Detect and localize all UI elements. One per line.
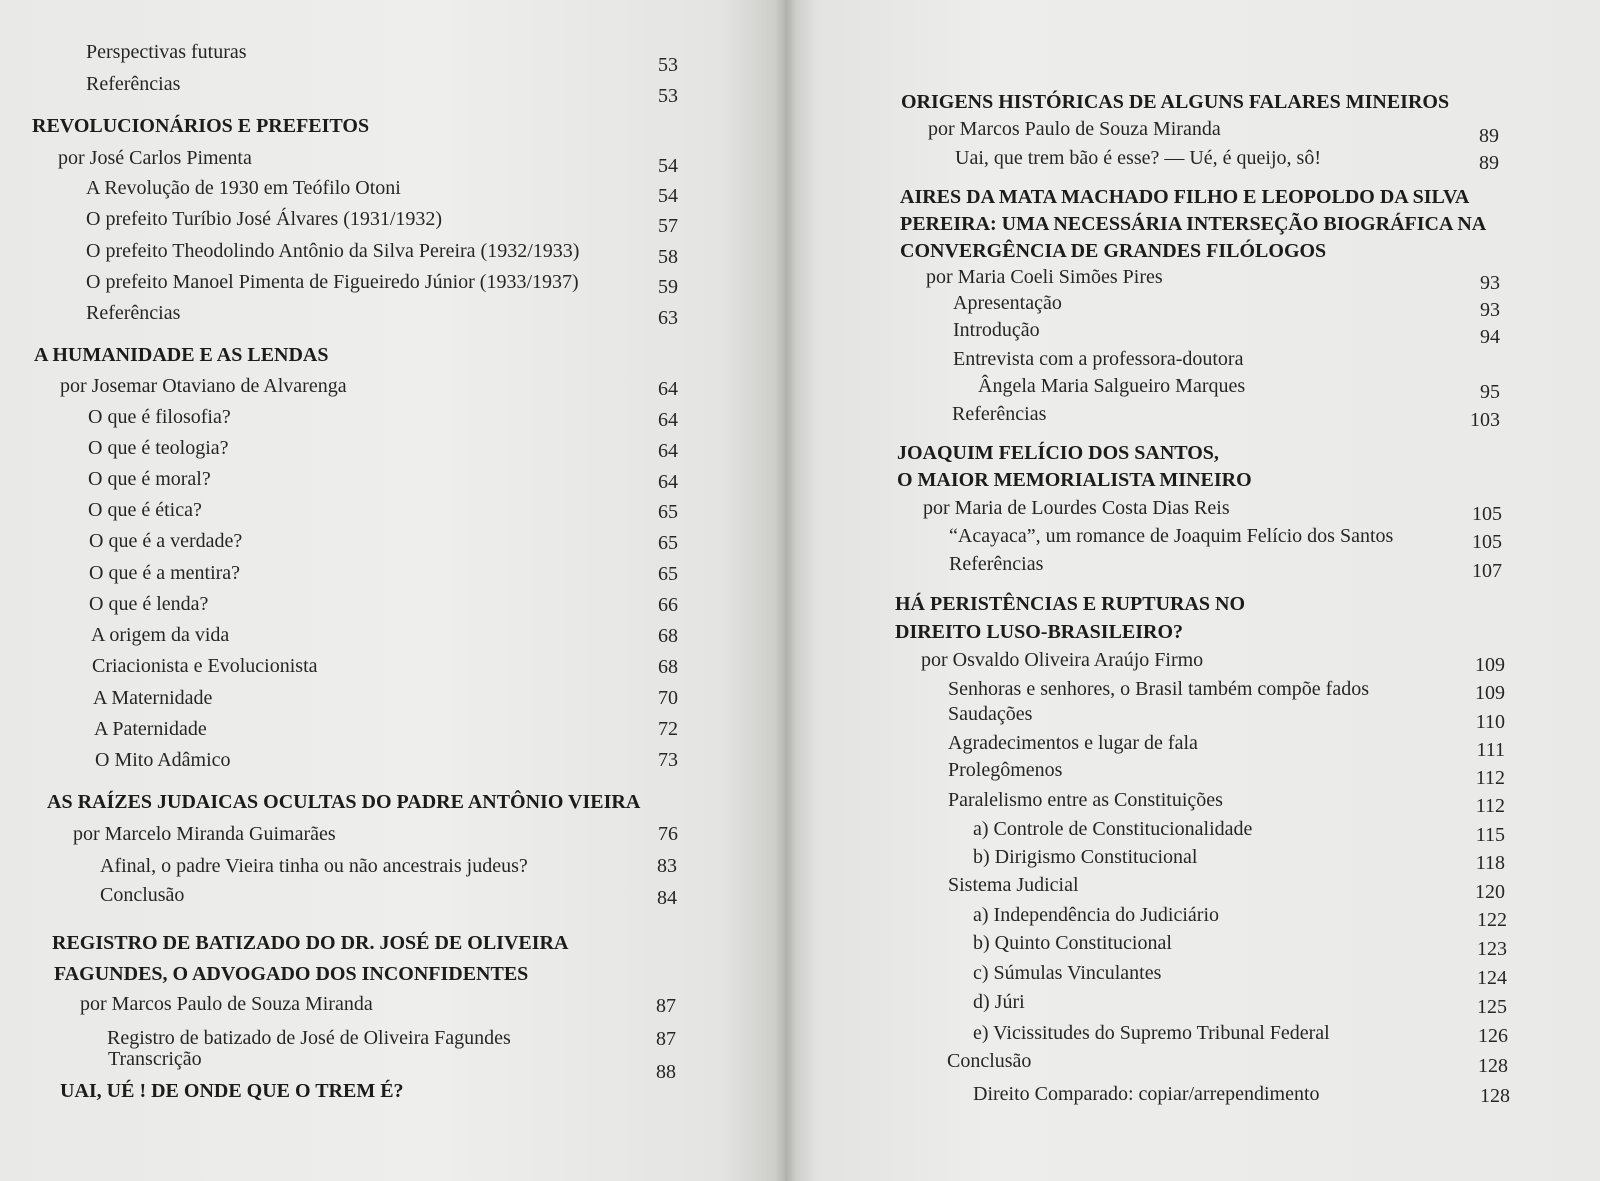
toc-entry-page: 73 xyxy=(658,749,678,771)
toc-entry-page: 65 xyxy=(658,532,678,554)
toc-entry-page: 58 xyxy=(658,246,678,268)
toc-entry-page: 57 xyxy=(658,215,678,237)
toc-entry-text: O que é moral? xyxy=(88,468,211,490)
toc-entry-page: 128 xyxy=(1480,1085,1510,1107)
toc-entry-page: 110 xyxy=(1475,711,1505,733)
toc-entry-text: a) Independência do Judiciário xyxy=(973,904,1220,926)
toc-entry-page: 83 xyxy=(657,855,677,877)
toc-entry-page: 118 xyxy=(1475,852,1505,874)
toc-entry-text: Conclusão xyxy=(100,884,185,906)
section-heading: JOAQUIM FELÍCIO DOS SANTOS, xyxy=(897,442,1219,464)
toc-author: por Marcelo Miranda Guimarães xyxy=(73,823,336,845)
toc-entry-page: 122 xyxy=(1477,909,1507,931)
toc-entry-page: 124 xyxy=(1477,967,1507,989)
toc-entry-text: Transcrição xyxy=(108,1048,202,1070)
section-heading: AIRES DA MATA MACHADO FILHO E LEOPOLDO DA SILVA xyxy=(900,186,1470,208)
toc-entry-page: 66 xyxy=(658,594,678,616)
section-heading: PEREIRA: UMA NECESSÁRIA INTERSEÇÃO BIOGRÁFICA NA xyxy=(900,213,1487,235)
toc-entry-page: 128 xyxy=(1478,1055,1508,1077)
toc-entry-text: Registro de batizado de José de Oliveira Fagundes xyxy=(107,1027,511,1049)
toc-entry-page: 70 xyxy=(658,687,678,709)
toc-entry-page: 87 xyxy=(656,1028,676,1050)
toc-right xyxy=(785,0,1600,1181)
toc-entry-text: Referências xyxy=(949,553,1044,575)
toc-entry-page: 93 xyxy=(1480,272,1500,294)
toc-entry-page: 89 xyxy=(1479,152,1499,174)
toc-entry-text: O prefeito Turíbio José Álvares (1931/1932) xyxy=(86,208,443,230)
toc-entry-text: c) Súmulas Vinculantes xyxy=(973,962,1162,984)
toc-entry-text: a) Controle de Constitucionalidade xyxy=(973,818,1253,840)
toc-entry-text: Uai, que trem bão é esse? — Ué, é queijo, sô! xyxy=(955,147,1321,169)
toc-entry-text: Saudações xyxy=(948,703,1033,725)
toc-entry-text: O Mito Adâmico xyxy=(95,749,231,771)
section-heading: UAI, UÉ ! DE ONDE QUE O TREM É? xyxy=(60,1080,404,1102)
toc-entry-page: 123 xyxy=(1477,938,1507,960)
toc-entry-page: 63 xyxy=(658,307,678,329)
toc-entry-page: 115 xyxy=(1475,824,1505,846)
toc-entry-page: 59 xyxy=(658,276,678,298)
toc-entry-text: A Maternidade xyxy=(93,687,213,709)
toc-entry-page: 112 xyxy=(1475,767,1505,789)
toc-entry-page: 103 xyxy=(1470,409,1500,431)
toc-left xyxy=(0,0,785,1181)
toc-entry-page: 54 xyxy=(658,155,678,177)
section-heading: ORIGENS HISTÓRICAS DE ALGUNS FALARES MINEIROS xyxy=(901,91,1450,113)
toc-entry-page: 93 xyxy=(1480,299,1500,321)
section-heading: REGISTRO DE BATIZADO DO DR. JOSÉ DE OLIVEIRA xyxy=(52,932,569,954)
book-gutter xyxy=(775,0,797,1181)
toc-entry-text: Criacionista e Evolucionista xyxy=(92,655,318,677)
toc-entry-page: 68 xyxy=(658,656,678,678)
toc-entry-text: Referências xyxy=(86,302,181,324)
toc-entry-text: O prefeito Theodolindo Antônio da Silva Pereira (1932/1933) xyxy=(86,240,580,262)
toc-author: por Marcos Paulo de Souza Miranda xyxy=(928,118,1221,140)
toc-entry-page: 120 xyxy=(1475,881,1505,903)
toc-entry-page: 105 xyxy=(1472,531,1502,553)
toc-entry-text: Sistema Judicial xyxy=(948,874,1079,896)
toc-entry-text: Perspectivas futuras xyxy=(86,41,247,63)
toc-entry-text: O que é a verdade? xyxy=(89,530,243,552)
toc-entry-text: Entrevista com a professora-doutora xyxy=(953,348,1244,370)
toc-entry-text: b) Dirigismo Constitucional xyxy=(973,846,1198,868)
section-heading: HÁ PERISTÊNCIAS E RUPTURAS NO xyxy=(895,593,1246,615)
toc-author: por Osvaldo Oliveira Araújo Firmo xyxy=(921,649,1204,671)
toc-entry-text: Direito Comparado: copiar/arrependimento xyxy=(973,1083,1320,1105)
toc-entry-text: A origem da vida xyxy=(91,624,230,646)
toc-entry-text: Paralelismo entre as Constituições xyxy=(948,789,1223,811)
toc-entry-page: 68 xyxy=(658,625,678,647)
toc-entry-text: Ângela Maria Salgueiro Marques xyxy=(978,375,1246,397)
toc-entry-text: Prolegômenos xyxy=(948,759,1063,781)
toc-entry-text: O que é a mentira? xyxy=(89,562,241,584)
toc-entry-page: 76 xyxy=(658,823,678,845)
toc-author: por Maria Coeli Simões Pires xyxy=(926,266,1163,288)
toc-entry-text: O que é ética? xyxy=(88,499,202,521)
toc-entry-text: O prefeito Manoel Pimenta de Figueiredo Júnior (1933/1937) xyxy=(86,271,579,293)
toc-entry-page: 89 xyxy=(1479,125,1499,147)
toc-entry-page: 64 xyxy=(658,440,678,462)
section-heading: CONVERGÊNCIA DE GRANDES FILÓLOGOS xyxy=(900,240,1327,262)
toc-author: por José Carlos Pimenta xyxy=(58,147,252,169)
toc-entry-page: 64 xyxy=(658,378,678,400)
toc-entry-text: Afinal, o padre Vieira tinha ou não ancestrais judeus? xyxy=(100,855,528,877)
toc-entry-text: Referências xyxy=(86,73,181,95)
toc-entry-page: 87 xyxy=(656,995,676,1017)
toc-entry-text: O que é lenda? xyxy=(89,593,209,615)
toc-entry-page: 54 xyxy=(658,185,678,207)
section-heading: AS RAÍZES JUDAICAS OCULTAS DO PADRE ANTÔNIO VIEIRA xyxy=(47,791,641,813)
toc-entry-page: 107 xyxy=(1472,560,1502,582)
section-heading: DIREITO LUSO-BRASILEIRO? xyxy=(895,621,1184,643)
toc-entry-page: 64 xyxy=(658,409,678,431)
toc-entry-page: 95 xyxy=(1480,381,1500,403)
toc-entry-page: 94 xyxy=(1480,326,1500,348)
toc-entry-text: “Acayaca”, um romance de Joaquim Felício dos Santos xyxy=(949,525,1394,547)
toc-entry-page: 84 xyxy=(657,887,677,909)
toc-author: por Josemar Otaviano de Alvarenga xyxy=(60,375,347,397)
toc-entry-page: 125 xyxy=(1477,996,1507,1018)
toc-entry-text: Conclusão xyxy=(947,1050,1032,1072)
toc-entry-text: A Revolução de 1930 em Teófilo Otoni xyxy=(86,177,401,199)
toc-entry-page: 53 xyxy=(658,85,678,107)
left-page xyxy=(0,0,785,1181)
toc-entry-text: e) Vicissitudes do Supremo Tribunal Federal xyxy=(973,1022,1330,1044)
toc-entry-page: 53 xyxy=(658,54,678,76)
toc-entry-page: 64 xyxy=(658,471,678,493)
toc-entry-page: 65 xyxy=(658,501,678,523)
toc-entry-text: A Paternidade xyxy=(94,718,207,740)
toc-author: por Marcos Paulo de Souza Miranda xyxy=(80,993,373,1015)
section-heading: O MAIOR MEMORIALISTA MINEIRO xyxy=(897,469,1252,491)
toc-entry-page: 126 xyxy=(1478,1025,1508,1047)
right-page xyxy=(785,0,1600,1181)
toc-entry-page: 65 xyxy=(658,563,678,585)
toc-entry-page: 105 xyxy=(1472,503,1502,525)
toc-entry-text: Senhoras e senhores, o Brasil também compõe fados xyxy=(948,678,1370,700)
section-heading: FAGUNDES, O ADVOGADO DOS INCONFIDENTES xyxy=(54,963,529,985)
toc-entry-text: Apresentação xyxy=(953,292,1062,314)
toc-entry-text: d) Júri xyxy=(973,991,1025,1013)
toc-entry-page: 112 xyxy=(1475,795,1505,817)
toc-entry-text: O que é filosofia? xyxy=(88,406,231,428)
toc-entry-text: O que é teologia? xyxy=(88,437,229,459)
section-heading: REVOLUCIONÁRIOS E PREFEITOS xyxy=(32,115,370,137)
toc-entry-text: Referências xyxy=(952,403,1047,425)
toc-entry-page: 109 xyxy=(1475,682,1505,704)
toc-entry-text: b) Quinto Constitucional xyxy=(973,932,1172,954)
toc-entry-page: 88 xyxy=(656,1061,676,1083)
toc-entry-text: Introdução xyxy=(953,319,1040,341)
toc-entry-text: Agradecimentos e lugar de fala xyxy=(948,732,1198,754)
toc-entry-page: 72 xyxy=(658,718,678,740)
section-heading: A HUMANIDADE E AS LENDAS xyxy=(34,344,329,366)
toc-author: por Maria de Lourdes Costa Dias Reis xyxy=(923,497,1230,519)
toc-entry-page: 109 xyxy=(1475,654,1505,676)
toc-entry-page: 111 xyxy=(1476,739,1505,761)
